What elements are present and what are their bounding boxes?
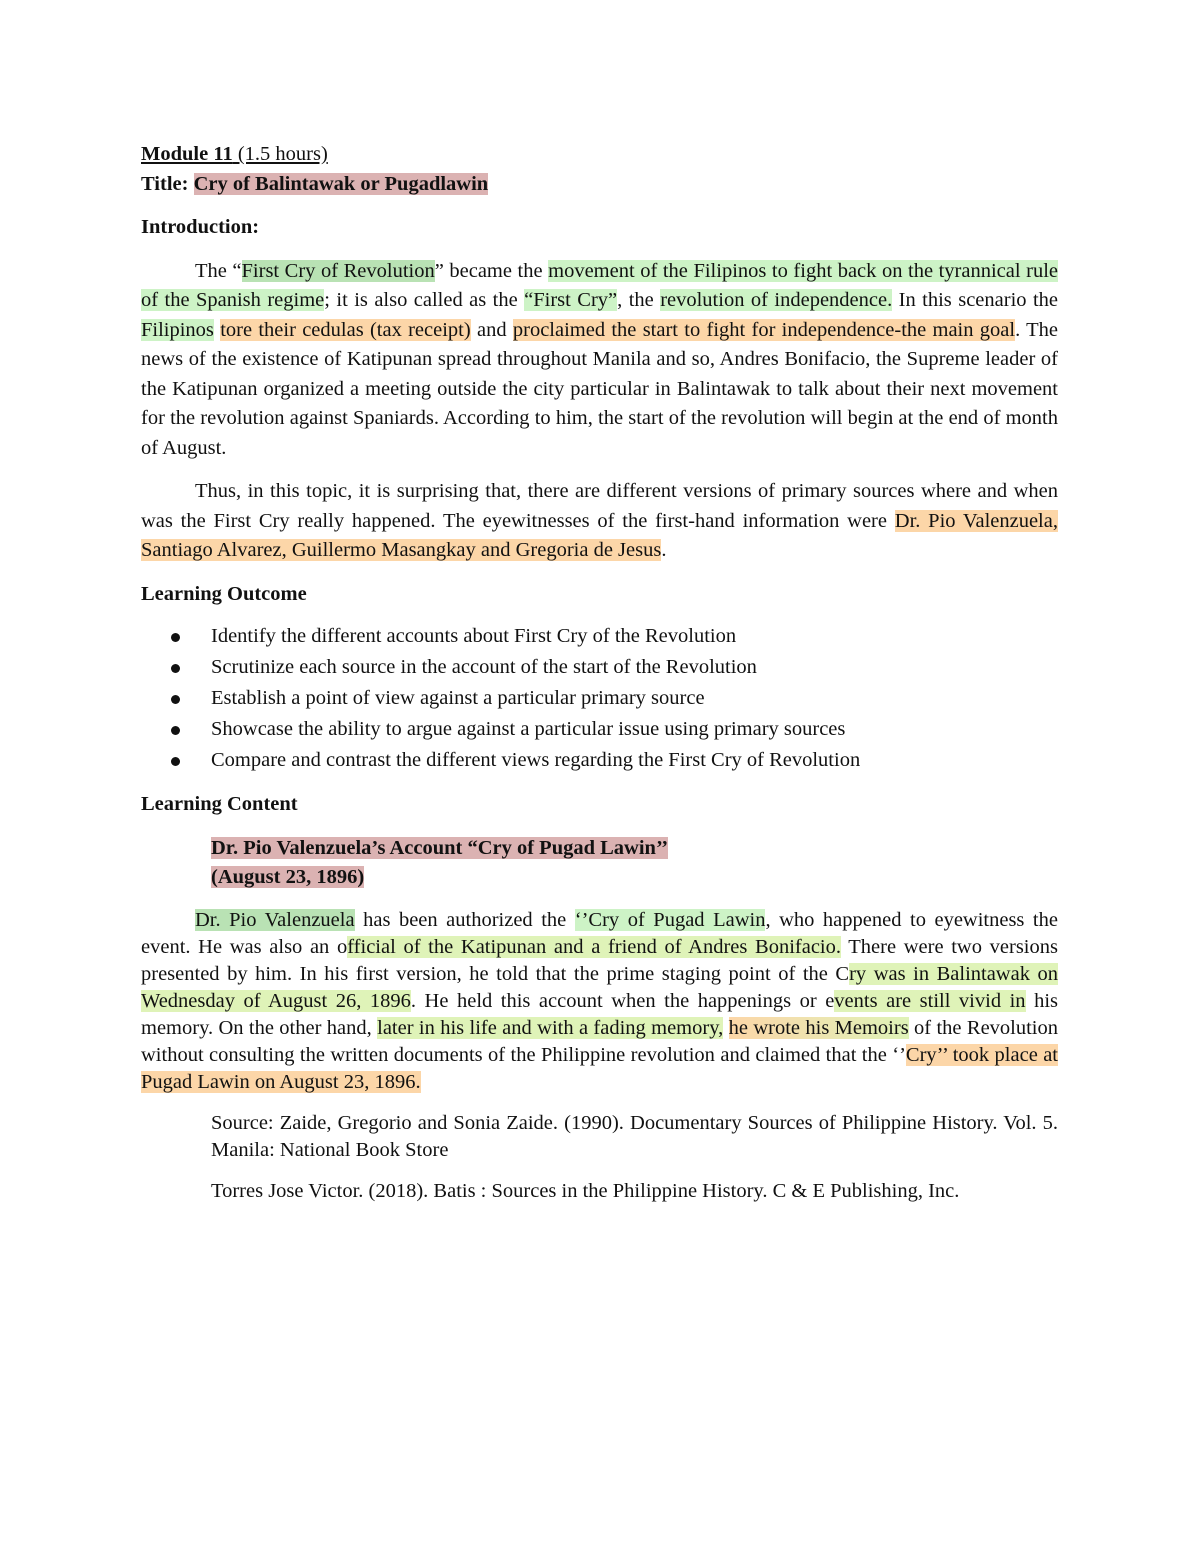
list-item: Compare and contrast the different views regarding the First Cry of Revolution: [141, 745, 1058, 776]
learning-content-heading: Learning Content: [141, 793, 298, 815]
text-run: , who happened to eyewitness the event. He was also an o: [141, 908, 1058, 958]
highlighted-text: Filipinos: [141, 318, 214, 341]
module-line: [141, 140, 1058, 170]
list-item: Scrutinize each source in the account of the start of the Revolution: [141, 652, 1058, 683]
bullet-icon: [171, 664, 180, 673]
list-item: Establish a point of view against a particular primary source: [141, 683, 1058, 714]
learning-outcome-heading: Learning Outcome: [141, 582, 307, 605]
highlighted-text: vents are still vivid in: [834, 989, 1026, 1012]
list-item: Showcase the ability to argue against a particular issue using primary sources: [141, 714, 1058, 745]
account-subheading: [211, 834, 1058, 893]
highlighted-text: later in his life and with a fading memory,: [377, 1016, 724, 1039]
text-run: of the Revolution without consulting the written documents of the Philippine revolution and claimed that the ‘’: [141, 1016, 1059, 1066]
highlighted-text: Dr. Pio Valenzuela, Santiago Alvarez, Guillermo Masangkay and Gregoria de Jesus: [141, 509, 1058, 561]
highlighted-text: ry was in Balintawak on Wednesday of August 26, 1896: [141, 962, 1058, 1012]
bullet-icon: [171, 695, 180, 704]
introduction-heading: Introduction:: [141, 216, 260, 238]
text-run: . The news of the existence of Katipunan spread throughout Manila and so, Andres Bonifacio, the Supreme leader of the Katipunan organized a meeting outside the city particular in Balintawak to talk about their next movement for the revolution against Spaniards. According to him, the start of the revolution will begin at the end of month of August.: [141, 318, 1058, 459]
source-citation-1: Source: Zaide, Gregorio and Sonia Zaide. (1990). Documentary Sources of Philippine History. Vol. 5. Manila: National Book Store: [211, 1111, 1058, 1161]
document-content: [141, 140, 1058, 1205]
highlighted-text: Cry’’ took place at Pugad Lawin on August 23, 1896.: [141, 1043, 1058, 1093]
highlighted-text: tore their cedulas (tax receipt): [220, 318, 471, 341]
highlighted-text: ‘’Cry of Pugad Lawin: [574, 908, 766, 931]
text-run: has been authorized the: [354, 908, 575, 931]
text-run: ” became the: [434, 259, 549, 282]
module-title: Cry of Balintawak or Pugadlawin: [193, 172, 489, 195]
title-prefix: Title:: [141, 172, 194, 195]
module-label: Module 11: [141, 143, 233, 165]
highlighted-text: proclaimed the start to fight for independence-the main goal: [512, 318, 1016, 341]
highlighted-text: movement of the Filipinos to fight back on the tyrannical rule of the Spanish regime: [141, 259, 1058, 311]
text-run: Thus, in this topic, it is surprising that, there are different versions of primary sources where and when was the First Cry really happened. The eyewitnesses of the first-hand information were: [141, 480, 1058, 532]
introduction-paragraph-1: [141, 257, 1058, 464]
text-run: The “: [195, 259, 242, 282]
title-line: [141, 170, 1058, 200]
bullet-icon: [171, 757, 180, 766]
highlighted-text: “First Cry”: [524, 289, 618, 311]
highlighted-text: he wrote his Memoirs: [728, 1016, 909, 1039]
learning-outcome-list: [141, 621, 1058, 776]
bullet-icon: [171, 633, 180, 642]
source-citation-2: Torres Jose Victor. (2018). Batis : Sources in the Philippine History. C & E Publishing, Inc.: [211, 1179, 960, 1202]
bullet-icon: [171, 726, 180, 735]
highlighted-text: fficial of the Katipunan and a friend of Andres Bonifacio.: [347, 935, 841, 958]
text-run: There were two versions presented by him. In his first version, he told that the prime staging point of the C: [141, 935, 1058, 985]
text-run: In this scenario the: [892, 289, 1058, 311]
text-run: [723, 1017, 728, 1039]
text-run: and: [470, 318, 513, 341]
highlighted-text: Dr. Pio Valenzuela: [195, 908, 355, 931]
list-item: Identify the different accounts about First Cry of the Revolution: [141, 621, 1058, 652]
text-run: , the: [617, 289, 661, 311]
introduction-paragraph-2: [141, 477, 1058, 566]
highlighted-text: revolution of independence.: [660, 289, 893, 311]
module-hours: (1.5 hours): [232, 143, 328, 165]
text-run: . He held this account when the happenings or e: [410, 989, 835, 1012]
account-paragraph: [141, 907, 1058, 1096]
highlighted-text: First Cry of Revolution: [241, 259, 435, 282]
text-run: .: [661, 539, 667, 561]
account-date: (August 23, 1896): [211, 866, 365, 888]
account-title: Dr. Pio Valenzuela’s Account “Cry of Pugad Lawin’’: [211, 836, 669, 859]
text-run: his memory. On the other hand,: [141, 989, 1058, 1039]
text-run: ; it is also called as the: [324, 289, 525, 311]
